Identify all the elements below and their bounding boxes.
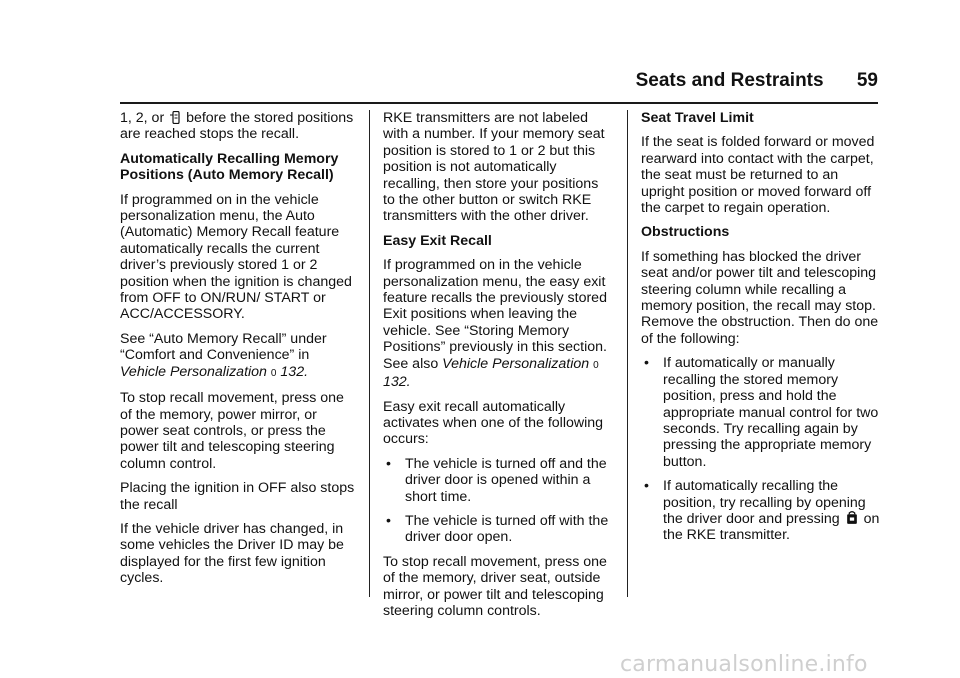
- paragraph: If something has blocked the driver seat and/or power tilt and telescoping steering column while recalling a memory position, the recall may stop. Remove the obstruction. Then do one of the following:: [641, 248, 879, 347]
- paragraph: If programmed on in the vehicle personalization menu, the easy exit feature recalls the previously stored Exit positions when leaving the vehicle. See “Storing Memory Positions” previously in this section. See also Vehicle Personalization 0 132.: [383, 257, 607, 391]
- seat-memory-icon: [170, 111, 180, 124]
- list-item: • The vehicle is turned off with the driver door open.: [386, 512, 609, 546]
- paragraph: Placing the ignition in OFF also stops the recall: [120, 480, 355, 513]
- paragraph: If the seat is folded forward or moved rearward into contact with the carpet, the seat must be returned to an upright position or moved forward off the carpet to regain operation.: [641, 134, 875, 217]
- paragraph: If programmed on in the vehicle personalization menu, the Auto (Automatic) Memory Recall feature automatically recalls the current driver’s previously stored 1 or 2 position when the ignition is changed from OFF to ON/RUN/ START or ACC/ACCESSORY.: [120, 191, 352, 323]
- cross-reference-link[interactable]: Vehicle Personalization: [120, 363, 267, 380]
- bullet-icon: •: [386, 455, 391, 472]
- page-ref-arrow-icon: 0: [593, 359, 599, 371]
- page-number: 59: [856, 70, 878, 91]
- subheading: Automatically Recalling Memory Positions (Auto Memory Recall): [120, 150, 339, 184]
- column-divider: [369, 110, 370, 597]
- list-item: • If automatically or manually recalling the stored memory position, press and hold the appropriate manual control for two seconds. Try recalling again by pressing the appropriate memory button.: [644, 355, 879, 470]
- paragraph: Easy exit recall automatically activates when one of the following occurs:: [383, 398, 604, 448]
- paragraph: RKE transmitters are not labeled with a number. If your memory seat position is stored to 1 or 2 but this position is not automatically recalling, then store your positions to the other button or switch RKE transmitters with the other driver.: [383, 110, 605, 225]
- section-title: Seats and Restraints: [635, 70, 824, 91]
- page-ref-number: 132.: [383, 374, 411, 391]
- page-ref-arrow-icon: 0: [270, 367, 277, 379]
- paragraph: See “Auto Memory Recall” under “Comfort and Convenience” in Vehicle Personalization 0 132.: [120, 330, 327, 380]
- rke-unlock-icon: [846, 511, 858, 525]
- column-2: [383, 110, 613, 627]
- list-item: • If automatically recalling the position, try recalling by opening the driver door and pressing on the RKE transmitter.: [644, 478, 880, 544]
- bullet-icon: •: [644, 478, 649, 495]
- page-header: [0, 70, 878, 92]
- watermark: carmanualsonline.info: [620, 652, 868, 677]
- column-3: [641, 110, 881, 552]
- subheading: Easy Exit Recall: [383, 232, 492, 249]
- subheading: Seat Travel Limit: [641, 110, 754, 126]
- column-1: [120, 110, 356, 595]
- cross-reference-link[interactable]: Vehicle Personalization: [442, 355, 590, 372]
- paragraph: If the vehicle driver has changed, in some vehicles the Driver ID may be displayed for the first few ignition cycles.: [120, 520, 344, 587]
- list-item: • The vehicle is turned off and the driver door is opened within a short time.: [386, 455, 607, 505]
- column-divider: [627, 110, 628, 597]
- page-ref-number: 132.: [280, 363, 309, 380]
- bullet-icon: •: [386, 512, 391, 529]
- paragraph: To stop recall movement, press one of the memory, power mirror, or power seat controls, or press the power tilt and telescoping steering column control.: [120, 390, 344, 472]
- paragraph: 1, 2, or before the stored positions are reached stops the recall.: [120, 110, 354, 143]
- bullet-icon: •: [644, 355, 649, 372]
- header-rule: [120, 102, 878, 104]
- subheading: Obstructions: [641, 224, 730, 241]
- paragraph: To stop recall movement, press one of the memory, driver seat, outside mirror, or power tilt and telescoping steering column controls.: [383, 553, 607, 619]
